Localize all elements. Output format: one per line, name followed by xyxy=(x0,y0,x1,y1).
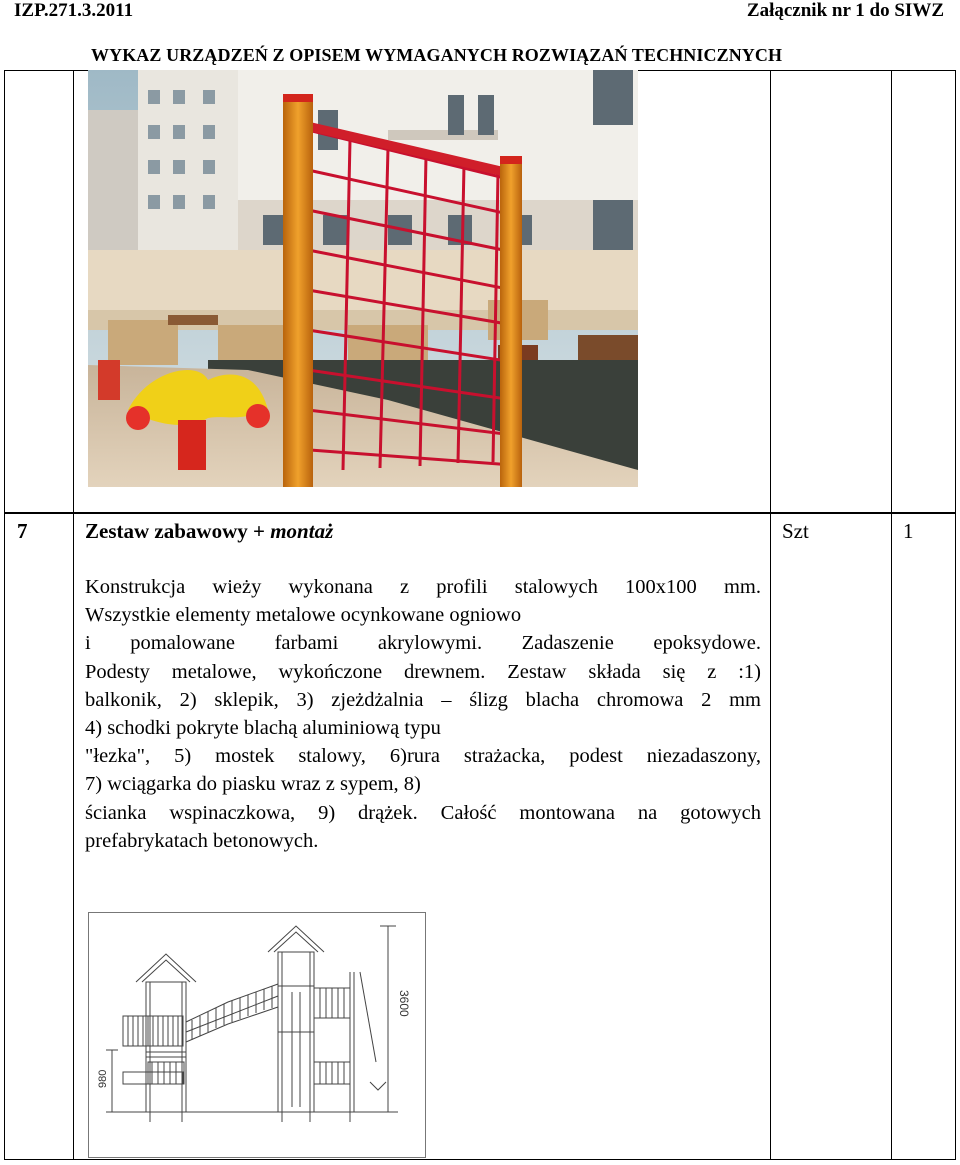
technical-drawing xyxy=(88,912,426,1158)
header-ref: IZP.271.3.2011 xyxy=(14,0,134,21)
description-line: "łezka", 5) mostek stalowy, 6)rura strażacka, podest niezadaszony, xyxy=(85,745,761,768)
item-name: Zestaw zabawowy + xyxy=(85,519,271,543)
dimension-height: 3600 xyxy=(397,990,411,1017)
description-line: prefabrykatach betonowych. xyxy=(85,829,319,852)
item-description xyxy=(85,573,761,855)
description-line: 4) schodki pokryte blachą aluminiową typu xyxy=(85,717,441,740)
item-title xyxy=(85,519,333,544)
description-line: Konstrukcja wieży wykonana z profili stalowych 100x100 mm. xyxy=(85,576,761,598)
description-line: balkonik, 2) sklepik, 3) zjeżdżalnia – ślizg blacha chromowa 2 mm xyxy=(85,688,761,711)
item-name-emphasis: montaż xyxy=(270,519,334,543)
document-title: WYKAZ URZĄDZEŃ Z OPISEM WYMAGANYCH ROZWIĄZAŃ TECHNICZNYCH xyxy=(91,45,783,65)
description-line: Wszystkie elementy metalowe ocynkowane ogniowo xyxy=(85,604,522,627)
header-annex: Załącznik nr 1 do SIWZ xyxy=(746,0,944,21)
description-line: 7) wciągarka do piasku wraz z sypem, 8) xyxy=(85,773,421,796)
description-line: Podesty metalowe, wykończone drewnem. Zestaw składa się z :1) xyxy=(85,660,761,683)
item-quantity: 1 xyxy=(903,519,914,543)
dimension-platform: 980 xyxy=(97,1069,109,1088)
item-unit: Szt xyxy=(782,519,809,543)
item-number: 7 xyxy=(17,519,28,543)
description-line: i pomalowane farbami akrylowymi. Zadaszenie epoksydowe. xyxy=(85,632,761,655)
description-line: ścianka wspinaczkowa, 9) drążek. Całość montowana na gotowych xyxy=(85,801,761,824)
playground-photo xyxy=(88,70,638,487)
